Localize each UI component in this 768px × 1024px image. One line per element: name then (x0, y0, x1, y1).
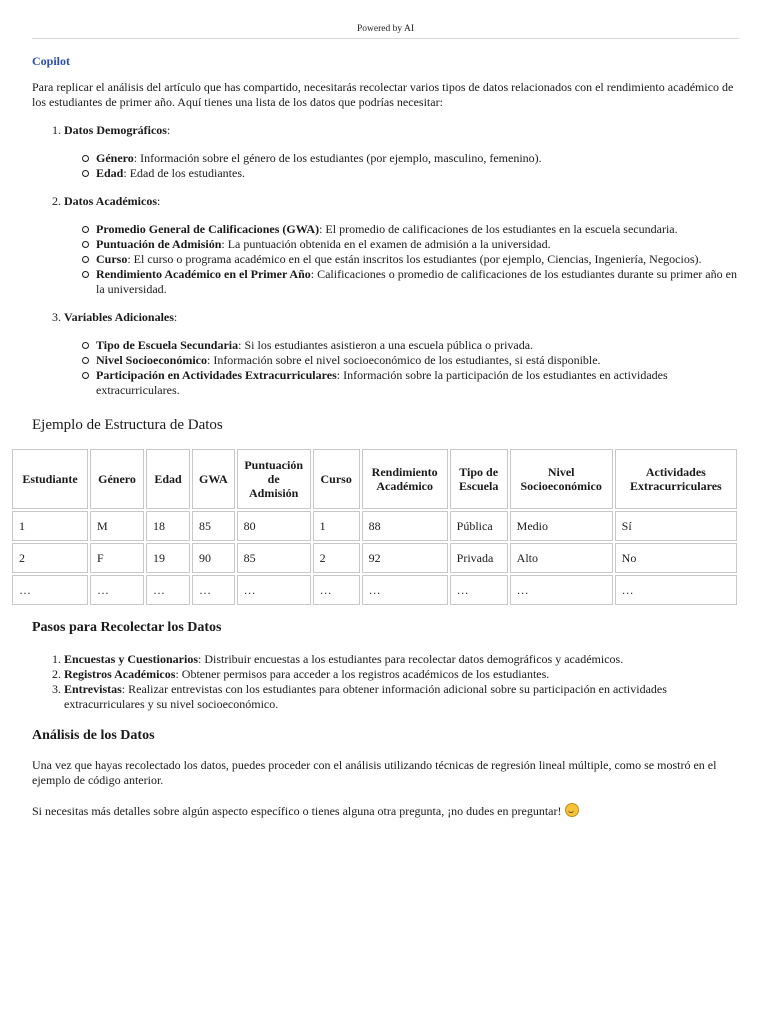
item-term: Edad (96, 166, 124, 180)
item-desc: : Edad de los estudiantes. (123, 166, 245, 180)
table-cell: Privada (450, 543, 508, 573)
table-row (12, 575, 737, 605)
steps-list (32, 652, 739, 712)
item-term: Tipo de Escuela Secundaria (96, 338, 239, 352)
table-cell: 80 (237, 511, 311, 541)
table-cell: Sí (615, 511, 737, 541)
column-header: Género (90, 449, 144, 509)
table-cell: Medio (510, 511, 613, 541)
table-cell: 2 (12, 543, 88, 573)
list-item (96, 252, 739, 267)
table-cell: … (313, 575, 360, 605)
table-cell: F (90, 543, 144, 573)
table-cell: 85 (192, 511, 235, 541)
column-header: Tipo de Escuela (450, 449, 508, 509)
list-item (96, 353, 739, 368)
item-term: Puntuación de Admisión (96, 237, 222, 251)
item-term: Promedio General de Calificaciones (GWA) (96, 222, 320, 236)
intro-paragraph: Para replicar el análisis del artículo que has compartido, necesitarás recolectar varios tipos de datos relacionados con el rendimiento académico de los estudiantes de primer año. Aquí tienes una lista de los datos que podrías necesitar: (32, 80, 734, 109)
table-cell: 90 (192, 543, 235, 573)
column-header: Edad (146, 449, 190, 509)
item-desc: : Realizar entrevistas con los estudiantes para obtener información adicional sobre su participación en actividades extracurriculares y su nivel socioeconómico. (64, 682, 667, 711)
category-demographic: 1. Datos Demográficos: Género: Información sobre el género de los estudiantes (por ejemplo, masculino, femenino). Edad: Edad de los estudiantes. (64, 123, 739, 181)
powered-by-header: Powered by AI (32, 0, 739, 39)
table-cell: … (362, 575, 448, 605)
list-item (96, 338, 739, 353)
column-header: GWA (192, 449, 235, 509)
item-desc: : El promedio de calificaciones de los estudiantes en la escuela secundaria. (319, 222, 678, 236)
item-desc: : Si los estudiantes asistieron a una escuela pública o privada. (238, 338, 534, 352)
closing-paragraph (32, 803, 739, 819)
closing-text: Si necesitas más detalles sobre algún aspecto específico o tienes alguna otra pregunta, ¡no dudes en preguntar! (32, 804, 562, 818)
table-cell: … (192, 575, 235, 605)
table-cell: … (12, 575, 88, 605)
smiling-face-icon (565, 803, 579, 817)
item-term: Nivel Socioeconómico (96, 353, 207, 367)
table-cell: 2 (313, 543, 360, 573)
category-items (64, 151, 739, 181)
item-term: Encuestas y Cuestionarios (64, 652, 199, 666)
table-cell: No (615, 543, 737, 573)
item-term: Entrevistas (64, 682, 122, 696)
list-item (64, 667, 739, 682)
table-cell: … (237, 575, 311, 605)
item-term: Género (96, 151, 134, 165)
category-items (64, 338, 739, 398)
table-cell: 18 (146, 511, 190, 541)
item-term: Participación en Actividades Extracurriculares (96, 368, 337, 382)
table-heading: Ejemplo de Estructura de Datos (32, 417, 223, 433)
steps-heading: Pasos para Recolectar los Datos (32, 620, 222, 635)
chat-transcript-page (19, 0, 739, 819)
item-desc: : El curso o programa académico en el que están inscritos los estudiantes (por ejemplo, Ciencias, Ingeniería, Negocios). (127, 252, 702, 266)
item-desc: : La puntuación obtenida en el examen de admisión a la universidad. (221, 237, 551, 251)
category-title: Datos Demográficos (64, 123, 167, 137)
item-term: Rendimiento Académico en el Primer Año (96, 267, 311, 281)
column-header: Nivel Socioeconómico (510, 449, 613, 509)
column-header: Actividades Extracurriculares (615, 449, 737, 509)
table-cell: … (615, 575, 737, 605)
category-academic: 2. Datos Académicos: Promedio General de Calificaciones (GWA): El promedio de calificaciones de los estudiantes en la escuela secundaria. Puntuación de Admisión: La puntuación obtenida en el examen de admisión a la universidad. Curso: El curso o programa académico en el que están inscritos los estudiantes (por ejemplo, Ciencias, Ingeniería, Negocios). Rendimiento Académico en el Primer Año: Calificaciones o promedio de calificaciones de los estudiantes durante su primer año en la universidad. (64, 194, 739, 297)
table-cell: 85 (237, 543, 311, 573)
table-row (12, 543, 737, 573)
table-cell: 1 (313, 511, 360, 541)
item-desc: : Obtener permisos para acceder a los registros académicos de los estudiantes. (175, 667, 550, 681)
item-desc: : Calificaciones o promedio de calificaciones de los estudiantes durante su primer año en la universidad. (96, 267, 737, 296)
table-cell: … (450, 575, 508, 605)
column-header: Curso (313, 449, 360, 509)
data-categories-list (32, 123, 739, 398)
table-row (12, 511, 737, 541)
list-item (96, 151, 739, 166)
category-additional: 3. Variables Adicionales: Tipo de Escuela Secundaria: Si los estudiantes asistieron a una escuela pública o privada. Nivel Socioeconómico: Información sobre el nivel socioeconómico de los estudiantes, si está disponible. Participación en Actividades Extracurriculares: Información sobre la participación de los estudiantes en actividades extracurriculares. (64, 310, 739, 398)
table-cell: Alto (510, 543, 613, 573)
category-title: Variables Adicionales (64, 310, 174, 324)
item-term: Registros Académicos (64, 667, 176, 681)
table-cell: … (146, 575, 190, 605)
list-item (96, 237, 739, 252)
analysis-heading: Análisis de los Datos (32, 728, 155, 743)
data-structure-table (10, 447, 739, 607)
table-cell: … (510, 575, 613, 605)
column-header: Rendimiento Académico (362, 449, 448, 509)
analysis-paragraph: Una vez que hayas recolectado los datos, puedes proceder con el análisis utilizando técnicas de regresión lineal múltiple, como se mostró en el ejemplo de código anterior. (32, 758, 717, 787)
item-desc: : Información sobre el nivel socioeconómico de los estudiantes, si está disponible. (206, 353, 601, 367)
list-item (96, 267, 739, 297)
list-item (96, 368, 739, 398)
item-desc: : Información sobre el género de los estudiantes (por ejemplo, masculino, femenino). (133, 151, 542, 165)
column-header: Estudiante (12, 449, 88, 509)
table-cell: M (90, 511, 144, 541)
item-desc: : Información sobre la participación de los estudiantes en actividades extracurriculares. (96, 368, 668, 397)
list-item (64, 682, 739, 712)
category-items (64, 222, 739, 297)
item-desc: : Distribuir encuestas a los estudiantes para recolectar datos demográficos y académicos. (198, 652, 624, 666)
table-header-row (12, 449, 737, 509)
table-cell: 1 (12, 511, 88, 541)
category-title: Datos Académicos (64, 194, 157, 208)
list-item (96, 166, 739, 181)
list-item (96, 222, 739, 237)
item-term: Curso (96, 252, 128, 266)
column-header: Puntuación de Admisión (237, 449, 311, 509)
list-item (64, 652, 739, 667)
table-cell: 19 (146, 543, 190, 573)
assistant-name: Copilot (32, 54, 71, 68)
table-cell: … (90, 575, 144, 605)
table-cell: Pública (450, 511, 508, 541)
table-cell: 92 (362, 543, 448, 573)
table-cell: 88 (362, 511, 448, 541)
